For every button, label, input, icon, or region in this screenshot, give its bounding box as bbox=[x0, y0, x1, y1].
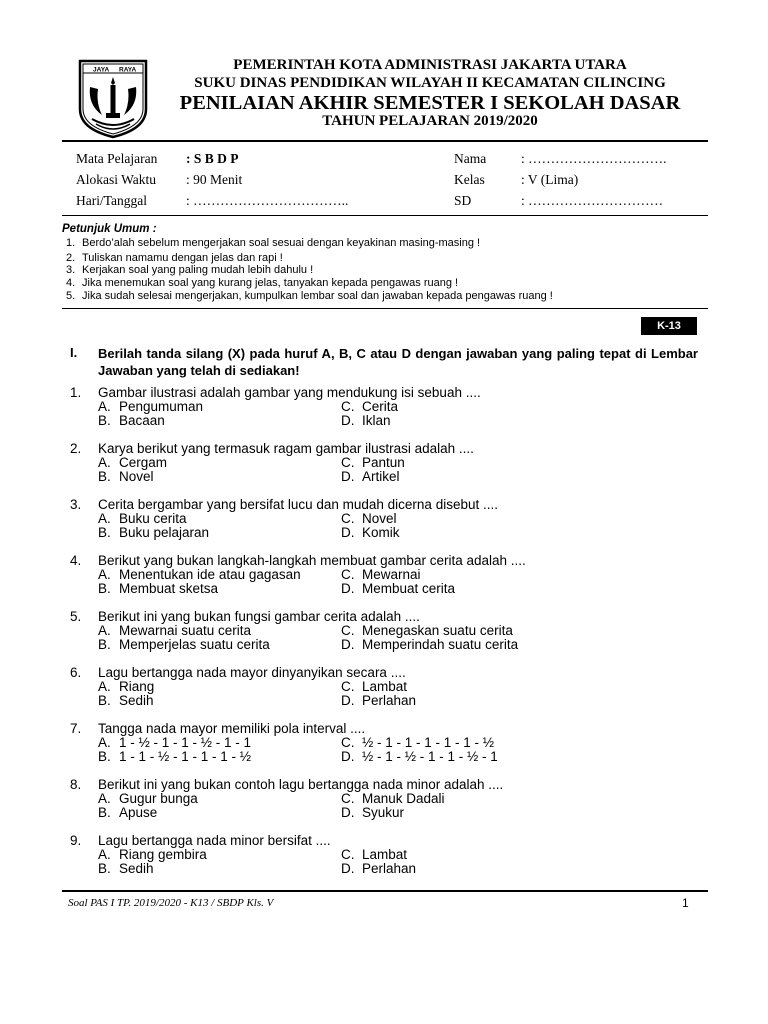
option-c: C. Pantun bbox=[341, 455, 405, 470]
option-b: B. Sedih bbox=[98, 861, 154, 876]
option-a: A. Gugur bunga bbox=[98, 791, 198, 806]
header-exam-title: PENILAIAN AKHIR SEMESTER I SEKOLAH DASAR bbox=[179, 92, 681, 114]
option-c: C. Lambat bbox=[341, 847, 408, 862]
info-duration-value: : 90 Menit bbox=[186, 172, 243, 187]
info-class-label: Kelas bbox=[454, 172, 485, 187]
info-subject-label: Mata Pelajaran bbox=[76, 151, 158, 166]
question-text: 8. Berikut ini yang bukan contoh lagu bertangga nada minor adalah .... bbox=[70, 777, 504, 792]
option-d: D. Perlahan bbox=[341, 693, 417, 708]
info-name-value: : …………………………. bbox=[521, 151, 667, 166]
question-text: 6. Lagu bertangga nada mayor dinyanyikan secara .... bbox=[70, 665, 406, 680]
option-a: A. Mewarnai suatu cerita bbox=[98, 623, 252, 638]
info-name-label: Nama bbox=[454, 151, 487, 166]
info-date-label: Hari/Tanggal bbox=[76, 193, 148, 208]
header-divider bbox=[62, 140, 708, 142]
option-b: B. Buku pelajaran bbox=[98, 525, 210, 540]
question-text: 9. Lagu bertangga nada minor bersifat .... bbox=[70, 833, 331, 848]
instruction-item: 3. Kerjakan soal yang paling mudah lebih dahulu ! bbox=[66, 264, 314, 276]
option-c: C. Cerita bbox=[341, 399, 399, 414]
option-b: B. Memperjelas suatu cerita bbox=[98, 637, 270, 652]
option-b: B. Sedih bbox=[98, 693, 154, 708]
option-d: D. Iklan bbox=[341, 413, 391, 428]
option-a: A. Pengumuman bbox=[98, 399, 204, 414]
info-school-value: : ………………………… bbox=[521, 193, 664, 208]
option-c: C. Novel bbox=[341, 511, 397, 526]
footer-document-info: Soal PAS I TP. 2019/2020 - K13 / SBDP Kls. V bbox=[68, 897, 274, 909]
header-department: SUKU DINAS PENDIDIKAN WILAYAH II KECAMATAN CILINCING bbox=[194, 75, 666, 91]
header-government: PEMERINTAH KOTA ADMINISTRASI JAKARTA UTARA bbox=[233, 57, 627, 73]
question-text: 7. Tangga nada mayor memiliki pola interval .... bbox=[70, 721, 366, 736]
info-divider bbox=[62, 215, 708, 216]
option-d: D. Artikel bbox=[341, 469, 400, 484]
section-number: I. bbox=[70, 345, 78, 360]
option-a: A. Riang gembira bbox=[98, 847, 207, 862]
instruction-item: 2. Tuliskan namamu dengan jelas dan rapi ! bbox=[66, 252, 283, 264]
section-instruction: Berilah tanda silang (X) pada huruf A, B, C atau D dengan jawaban yang paling tepat di Lembar Jawaban yang telah di sediakan! bbox=[98, 346, 698, 378]
option-a: A. Cergam bbox=[98, 455, 168, 470]
option-b: B. 1 - 1 - ½ - 1 - 1 - 1 - ½ bbox=[98, 749, 252, 764]
option-d: D. ½ - 1 - ½ - 1 - 1 - ½ - 1 bbox=[341, 749, 498, 764]
option-a: A. 1 - ½ - 1 - 1 - ½ - 1 - 1 bbox=[98, 735, 252, 750]
logo-text-raya: RAYA bbox=[119, 66, 137, 74]
question-text: 2. Karya berikut yang termasuk ragam gambar ilustrasi adalah .... bbox=[70, 441, 474, 456]
footer-divider bbox=[62, 890, 708, 892]
option-a: A. Menentukan ide atau gagasan bbox=[98, 567, 301, 582]
instruction-item: 5. Jika sudah selesai mengerjakan, kumpulkan lembar soal dan jawaban kepada pengawas ruang ! bbox=[66, 290, 553, 302]
question-text: 1. Gambar ilustrasi adalah gambar yang mendukung isi sebuah .... bbox=[70, 385, 481, 400]
option-c: C. Menegaskan suatu cerita bbox=[341, 623, 513, 638]
header-school-year: TAHUN PELAJARAN 2019/2020 bbox=[322, 113, 538, 129]
option-b: B. Bacaan bbox=[98, 413, 165, 428]
instruction-item: 1. Berdo’alah sebelum mengerjakan soal sesuai dengan keyakinan masing-masing ! bbox=[66, 237, 481, 249]
option-d: D. Perlahan bbox=[341, 861, 417, 876]
option-b: B. Membuat sketsa bbox=[98, 581, 219, 596]
instructions-divider bbox=[62, 308, 708, 309]
info-class-value: : V (Lima) bbox=[521, 172, 579, 187]
option-a: A. Buku cerita bbox=[98, 511, 187, 526]
question-text: 3. Cerita bergambar yang bersifat lucu dan mudah dicerna disebut .... bbox=[70, 497, 498, 512]
option-d: D. Memperindah suatu cerita bbox=[341, 637, 519, 652]
question-text: 5. Berikut ini yang bukan fungsi gambar cerita adalah .... bbox=[70, 609, 420, 624]
page-number: 1 bbox=[682, 896, 689, 910]
option-c: C. Manuk Dadali bbox=[341, 791, 445, 806]
option-b: B. Novel bbox=[98, 469, 154, 484]
info-duration-label: Alokasi Waktu bbox=[76, 172, 157, 187]
instructions-title: Petunjuk Umum : bbox=[62, 223, 157, 235]
question-text: 4. Berikut yang bukan langkah-langkah membuat gambar cerita adalah .... bbox=[70, 553, 526, 568]
info-subject-value: : S B D P bbox=[186, 151, 239, 166]
jakarta-emblem-logo bbox=[76, 57, 150, 140]
curriculum-badge: K-13 bbox=[641, 317, 697, 335]
info-date-value: : …………………………….. bbox=[186, 193, 349, 208]
option-b: B. Apuse bbox=[98, 805, 158, 820]
logo-text-jaya: JAYA bbox=[93, 66, 110, 74]
option-c: C. ½ - 1 - 1 - 1 - 1 - 1 - ½ bbox=[341, 735, 495, 750]
info-school-label: SD bbox=[454, 193, 472, 208]
option-a: A. Riang bbox=[98, 679, 155, 694]
option-d: D. Membuat cerita bbox=[341, 581, 456, 596]
option-d: D. Syukur bbox=[341, 805, 405, 820]
option-c: C. Lambat bbox=[341, 679, 408, 694]
instruction-item: 4. Jika menemukan soal yang kurang jelas, tanyakan kepada pengawas ruang ! bbox=[66, 277, 459, 289]
option-d: D. Komik bbox=[341, 525, 400, 540]
option-c: C. Mewarnai bbox=[341, 567, 421, 582]
